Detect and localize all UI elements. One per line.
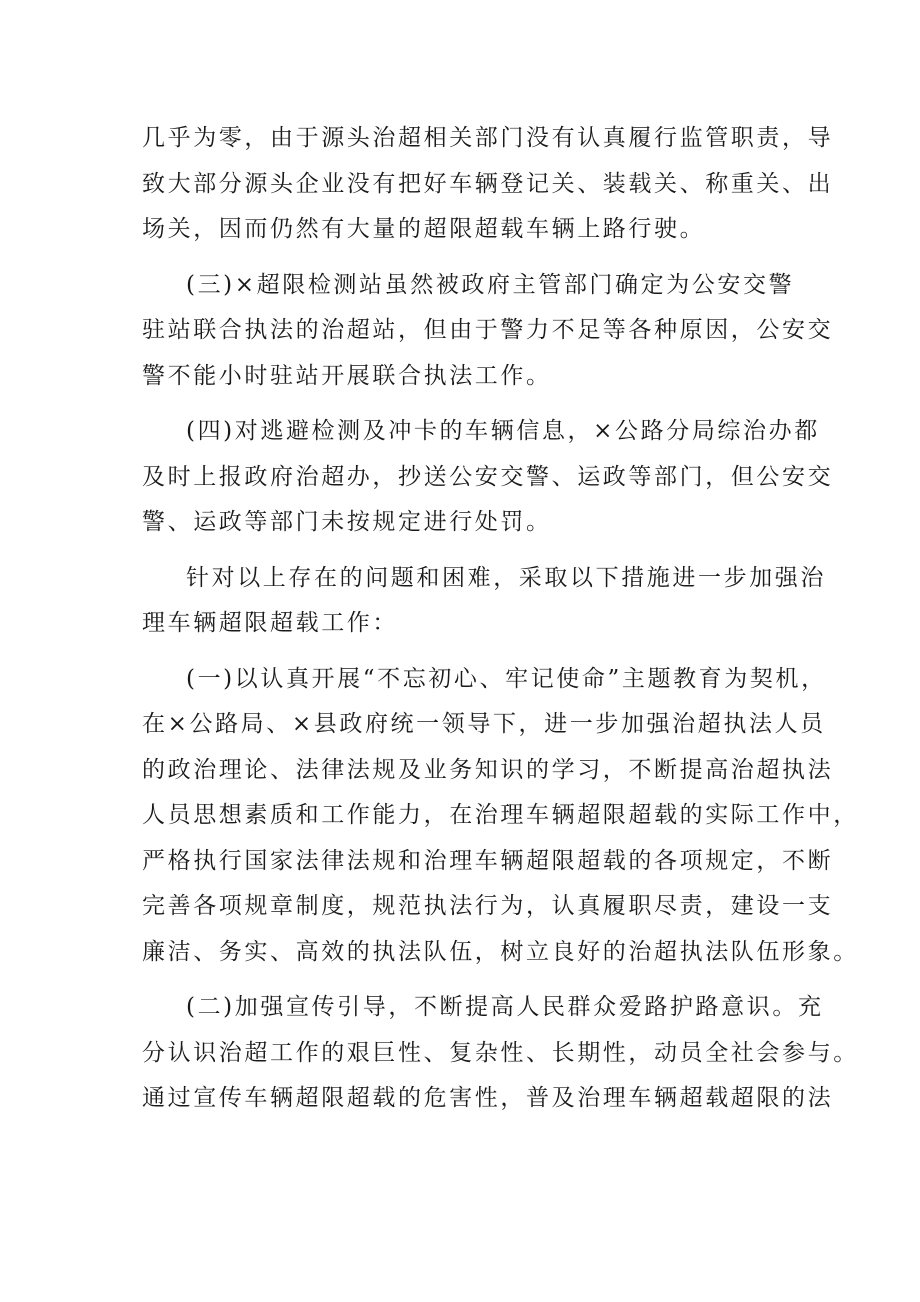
text-line: 致大部分源头企业没有把好车辆登记关、装载关、称重关、出 bbox=[142, 170, 834, 197]
text-line: (四)对逃避检测及冲卡的车辆信息，×公路分局综治办都 bbox=[186, 418, 820, 444]
text-line: 针对以上存在的问题和困难，采取以下措施进一步加强治 bbox=[186, 564, 826, 591]
text-line: 廉洁、务实、高效的执法队伍，树立良好的治超执法队伍形象。 bbox=[142, 938, 859, 965]
text-line: 及时上报政府治超办，抄送公安交警、运政等部门，但公安交 bbox=[142, 463, 834, 490]
text-line: 通过宣传车辆超限超载的危害性，普及治理车辆超载超限的法 bbox=[142, 1085, 834, 1111]
text-line: 几乎为零，由于源头治超相关部门没有认真履行监管职责，导 bbox=[142, 125, 834, 151]
text-line: 分认识治超工作的艰巨性、复杂性、长期性，动员全社会参与。 bbox=[142, 1039, 859, 1066]
paragraph bbox=[142, 409, 834, 546]
text-line: (三)×超限检测站虽然被政府主管部门确定为公安交警 bbox=[186, 271, 795, 298]
text-line: 严格执行国家法律法规和治理车辆超限超载的各项规定，不断 bbox=[142, 847, 834, 874]
paragraph bbox=[142, 263, 834, 400]
document-body bbox=[142, 116, 859, 1122]
text-line: 完善各项规章制度，规范执法行为，认真履职尽责，建设一支 bbox=[142, 893, 834, 919]
paragraph bbox=[142, 657, 859, 976]
text-line: 警不能小时驻站开展联合执法工作。 bbox=[142, 362, 552, 389]
paragraph bbox=[142, 556, 826, 647]
text-line: (二)加强宣传引导，不断提高人民群众爱路护路意识。充 bbox=[186, 994, 824, 1020]
text-line: 场关，因而仍然有大量的超限超载车辆上路行驶。 bbox=[142, 216, 706, 242]
text-line: 的政治理论、法律法规及业务知识的学习，不断提高治超执法 bbox=[142, 756, 834, 783]
text-line: 警、运政等部门未按规定进行处罚。 bbox=[142, 509, 552, 535]
text-line: (一)以认真开展“不忘初心、牢记使命”主题教育为契机， bbox=[186, 665, 827, 692]
text-line: 在×公路局、×县政府统一领导下，进一步加强治超执法人员 bbox=[142, 711, 826, 737]
paragraph bbox=[142, 985, 859, 1122]
text-line: 人员思想素质和工作能力，在治理车辆超限超载的实际工作中， bbox=[142, 802, 859, 828]
text-line: 驻站联合执法的治超站，但由于警力不足等各种原因，公安交 bbox=[142, 317, 834, 343]
paragraph bbox=[142, 116, 834, 253]
text-line: 理车辆超限超载工作： bbox=[142, 610, 398, 636]
